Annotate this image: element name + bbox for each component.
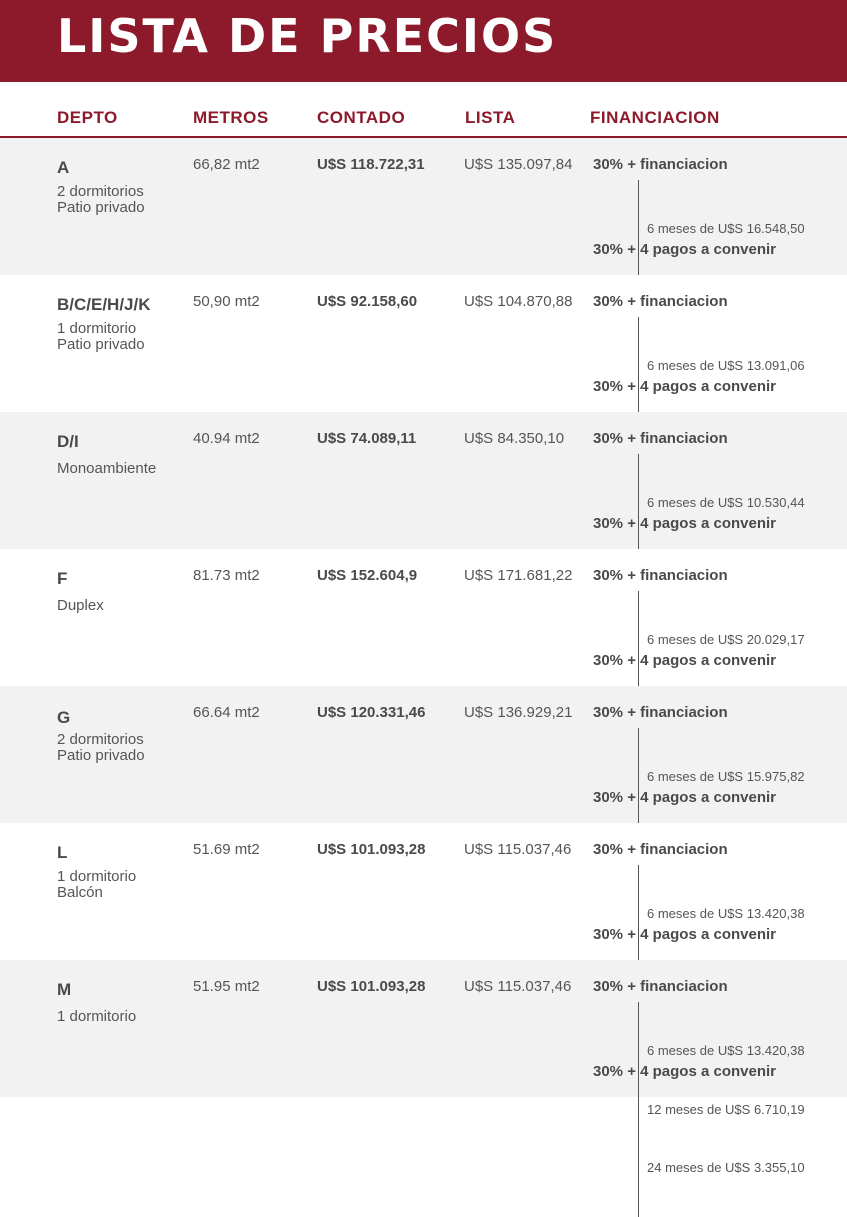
metros-value: 50,90 mt2: [193, 293, 260, 310]
financing-plan: 24 meses de U$S 3.355,10: [647, 1160, 805, 1175]
depto-name: L: [57, 843, 68, 862]
depto-name: F: [57, 569, 68, 588]
description-line: Duplex: [57, 597, 104, 614]
financing-alternative: 30% + 4 pagos a convenir: [593, 515, 776, 532]
description-line: Monoambiente: [57, 460, 157, 477]
table-row: [0, 823, 847, 960]
table-row: [0, 960, 847, 1175]
lista-price: U$S 84.350,10: [464, 430, 565, 447]
table-row: [0, 686, 847, 823]
depto-name: B/C/E/H/J/K: [57, 295, 151, 314]
depto-description: [57, 184, 145, 216]
financing-plan: 12 meses de U$S 6.710,19: [647, 1101, 805, 1117]
header-contado: CONTADO: [317, 108, 406, 127]
lista-price: U$S 115.037,46: [464, 978, 572, 995]
depto-description: [57, 869, 136, 901]
description-line: Patio privado: [57, 199, 145, 216]
header-lista: LISTA: [465, 108, 516, 127]
lista-price: U$S 104.870,88: [464, 293, 573, 310]
contado-price: U$S 101.093,28: [317, 978, 426, 995]
header-financiacion: FINANCIACION: [590, 108, 720, 127]
lista-price: U$S 136.929,21: [464, 704, 573, 721]
financing-alternative: 30% + 4 pagos a convenir: [593, 652, 776, 669]
header-depto: DEPTO: [57, 108, 118, 127]
metros-value: 81.73 mt2: [193, 567, 260, 584]
financing-title: 30% + financiacion: [593, 430, 728, 447]
financing-alternative: 30% + 4 pagos a convenir: [593, 378, 776, 395]
lista-price: U$S 171.681,22: [464, 567, 573, 584]
metros-value: 51.95 mt2: [193, 978, 260, 995]
metros-value: 66,82 mt2: [193, 156, 260, 173]
description-line: 1 dormitorio: [57, 868, 137, 885]
depto-description: [57, 461, 156, 477]
description-line: Patio privado: [57, 747, 145, 764]
description-line: 2 dormitorios: [57, 183, 144, 200]
financing-plan: 6 meses de U$S 20.029,17: [647, 632, 805, 647]
depto-name: M: [57, 980, 72, 999]
contado-price: U$S 74.089,11: [317, 430, 417, 447]
description-line: 2 dormitorios: [57, 731, 144, 748]
financing-plan: 6 meses de U$S 13.420,38: [647, 1043, 805, 1058]
financing-plan: 6 meses de U$S 16.548,50: [647, 221, 805, 236]
page-title: LISTA DE PRECIOS: [57, 9, 558, 63]
description-line: 1 dormitorio: [57, 320, 137, 337]
price-table: [0, 138, 847, 1175]
lista-price: U$S 135.097,84: [464, 156, 573, 173]
metros-value: 51.69 mt2: [193, 841, 260, 858]
financing-title: 30% + financiacion: [593, 841, 728, 858]
contado-price: U$S 152.604,9: [317, 567, 418, 584]
financing-alternative: 30% + 4 pagos a convenir: [593, 241, 776, 258]
contado-price: U$S 92.158,60: [317, 293, 418, 310]
metros-value: 66.64 mt2: [193, 704, 260, 721]
financing-title: 30% + financiacion: [593, 704, 728, 721]
financing-title: 30% + financiacion: [593, 567, 728, 584]
depto-description: [57, 598, 104, 614]
contado-price: U$S 118.722,31: [317, 156, 425, 173]
financing-plans: [638, 1002, 805, 1217]
lista-price: U$S 115.037,46: [464, 841, 572, 858]
table-row: [0, 138, 847, 275]
financing-plan: 6 meses de U$S 15.975,82: [647, 769, 805, 784]
table-row: [0, 549, 847, 686]
financing-alternative: 30% + 4 pagos a convenir: [593, 789, 776, 806]
financing-plan: 6 meses de U$S 10.530,44: [647, 495, 805, 510]
table-row: [0, 412, 847, 549]
depto-name: A: [57, 158, 70, 177]
metros-value: 40.94 mt2: [193, 430, 260, 447]
depto-description: [57, 1009, 136, 1025]
financing-plan: 6 meses de U$S 13.420,38: [647, 906, 805, 921]
financing-alternative: 30% + 4 pagos a convenir: [593, 1063, 776, 1080]
header-metros: METROS: [193, 108, 269, 127]
financing-alternative: 30% + 4 pagos a convenir: [593, 926, 776, 943]
financing-title: 30% + financiacion: [593, 978, 728, 995]
financing-title: 30% + financiacion: [593, 156, 728, 173]
table-row: [0, 275, 847, 412]
financing-plan: 6 meses de U$S 13.091,06: [647, 358, 805, 373]
description-line: Balcón: [57, 884, 103, 901]
description-line: 1 dormitorio: [57, 1008, 137, 1025]
table-header: [0, 82, 847, 138]
title-banner: [0, 0, 847, 82]
description-line: Patio privado: [57, 336, 145, 353]
depto-name: G: [57, 708, 71, 727]
depto-name: D/I: [57, 432, 79, 451]
contado-price: U$S 120.331,46: [317, 704, 426, 721]
contado-price: U$S 101.093,28: [317, 841, 426, 858]
depto-description: [57, 321, 145, 353]
financing-title: 30% + financiacion: [593, 293, 728, 310]
depto-description: [57, 732, 145, 764]
